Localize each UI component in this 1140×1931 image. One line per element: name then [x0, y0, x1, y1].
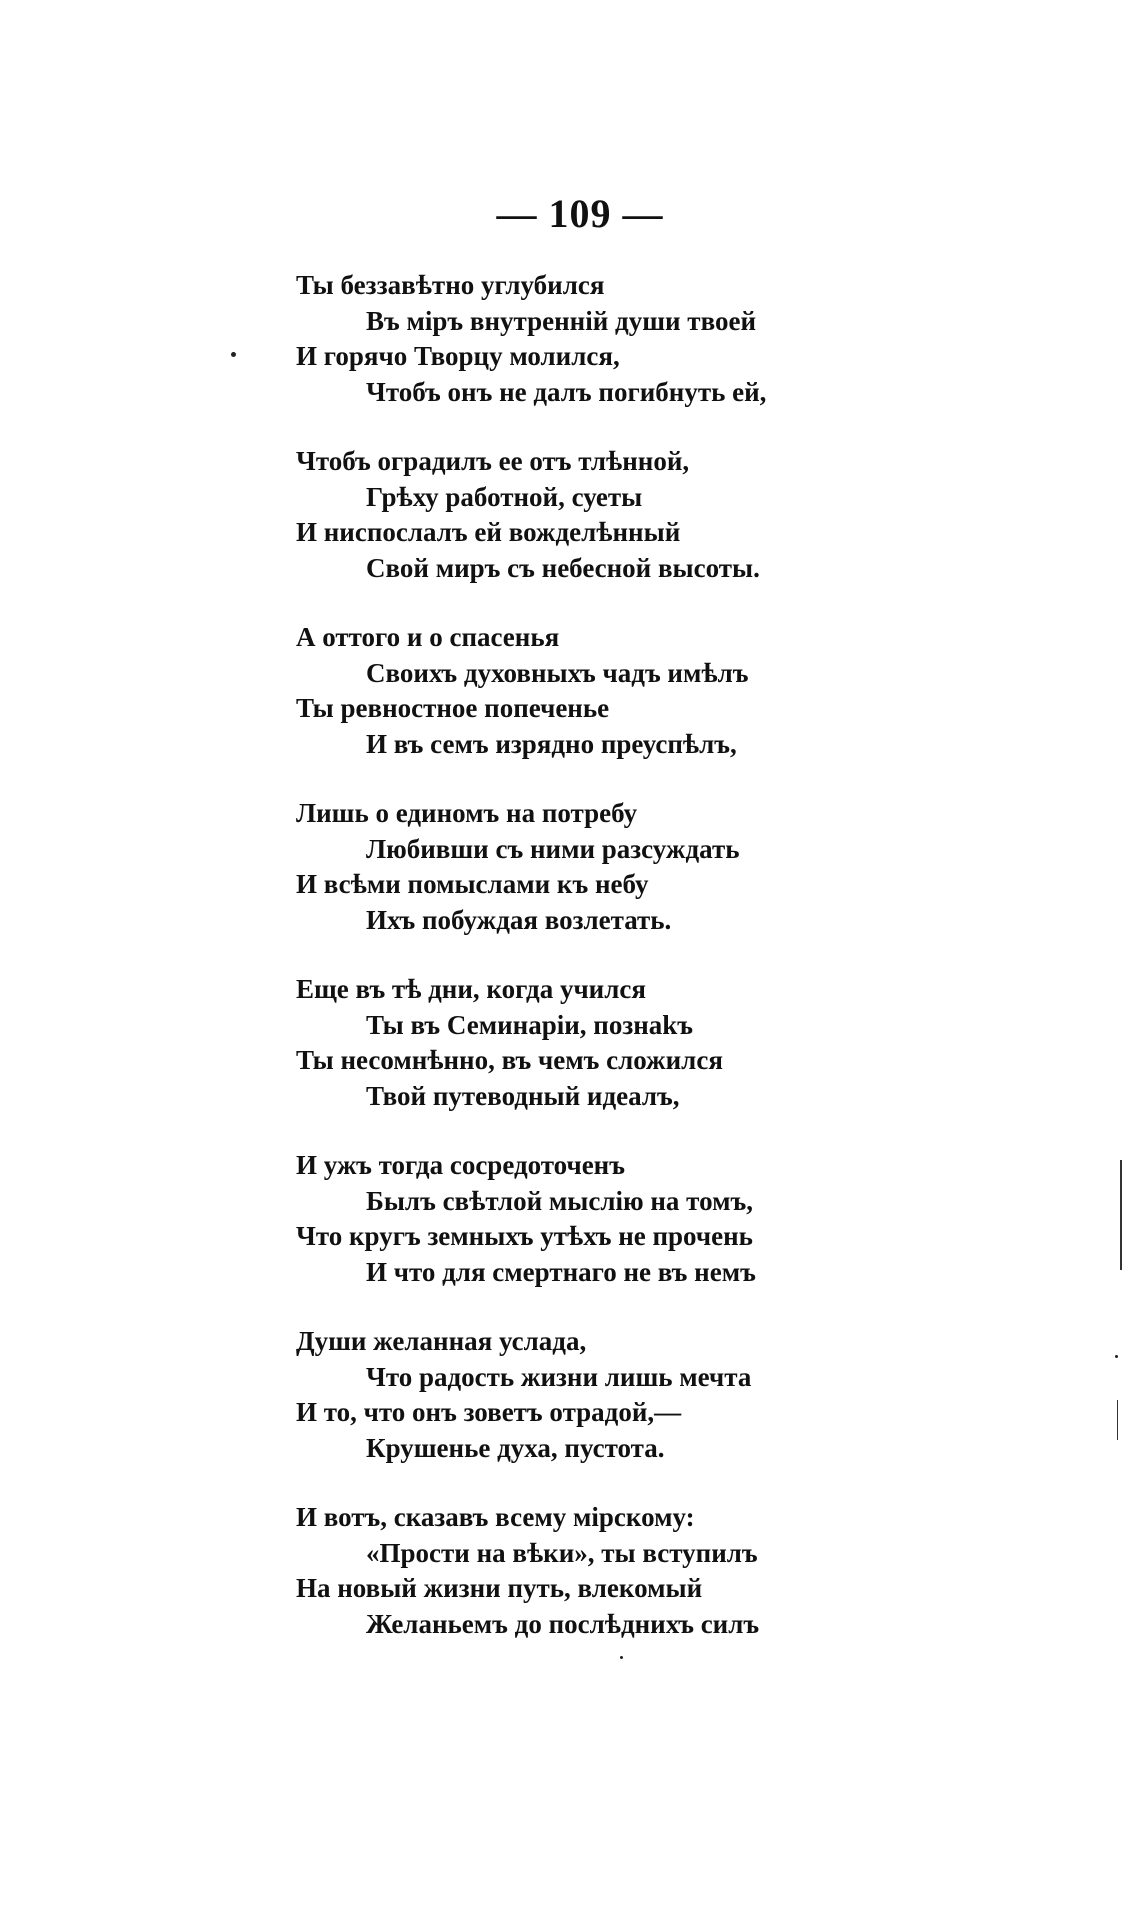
stanza	[296, 1148, 856, 1290]
poem-line: И то, что онъ зоветъ отрадой,—	[296, 1397, 682, 1427]
poem-line: И ниспослалъ ей вожделѣнный	[296, 517, 681, 547]
poem-line: Ты беззавѣтно углубился	[296, 270, 605, 300]
poem-line: Ихъ побуждая возлетать.	[366, 904, 672, 935]
poem-line: Ты въ Семинаріи, познаkъ	[366, 1009, 694, 1040]
poem-line: Твой путеводный идеалъ,	[366, 1080, 680, 1111]
poem-line: Чтобъ оградилъ ее отъ тлѣнной,	[296, 446, 690, 476]
poem-line: А оттого и о спасенья	[296, 622, 560, 652]
page-edge-mark	[1120, 1160, 1122, 1270]
scan-speck	[1115, 1355, 1118, 1358]
poem-line: Грѣху работной, суеты	[366, 481, 643, 512]
poem-line: Желаньемъ до послѣднихъ силъ	[366, 1608, 760, 1639]
poem-line: И горячо Творцу молился,	[296, 341, 620, 371]
poem-line: Былъ свѣтлой мыслію на томъ,	[366, 1185, 753, 1216]
poem-line: Души желанная услада,	[296, 1326, 587, 1356]
poem-line: Что радость жизни лишь мечта	[366, 1361, 752, 1392]
poem-line: Чтобъ онъ не далъ погибнуть ей,	[366, 376, 767, 407]
stanza	[296, 268, 856, 410]
scan-speck	[231, 352, 236, 357]
poem-line: И ужъ тогда сосредоточенъ	[296, 1150, 625, 1180]
poem-line: Ты несомнѣнно, въ чемъ сложился	[296, 1045, 723, 1075]
stanza	[296, 444, 856, 586]
stanza	[296, 1500, 856, 1642]
poem-line: Любивши съ ними разсуждать	[366, 833, 740, 864]
stanza	[296, 796, 856, 938]
poem-line: Лишь о единомъ на потребу	[296, 798, 638, 828]
poem-line: И всѣми помыслами къ небу	[296, 869, 649, 899]
poem	[296, 268, 856, 1676]
page-edge-mark	[1117, 1400, 1118, 1440]
poem-line: На новый жизни путь, влекомый	[296, 1573, 703, 1603]
scan-speck	[620, 1656, 623, 1659]
poem-line: Что кругъ земныхъ утѣхъ не прочень	[296, 1221, 753, 1251]
poem-line: И вотъ, сказавъ всему мірскому:	[296, 1502, 695, 1532]
poem-line: И что для смертнаго не въ немъ	[366, 1256, 756, 1287]
poem-line: Свой миръ съ небесной высоты.	[366, 552, 760, 583]
stanza	[296, 1324, 856, 1466]
stanza	[296, 620, 856, 762]
poem-line: Крушенье духа, пустота.	[366, 1432, 665, 1463]
poem-line: И въ семъ изрядно преуспѣлъ,	[366, 728, 737, 759]
stanza	[296, 972, 856, 1114]
page-number: — 109 —	[496, 191, 664, 236]
poem-line: «Прости на вѣки», ты вступилъ	[366, 1537, 758, 1568]
poem-line: Своихъ духовныхъ чадъ имѣлъ	[366, 657, 749, 688]
poem-line: Еще въ тѣ дни, когда учился	[296, 974, 646, 1004]
poem-line: Въ міръ внутренній души твоей	[366, 305, 757, 336]
poem-line: Ты ревностное попеченье	[296, 693, 610, 723]
